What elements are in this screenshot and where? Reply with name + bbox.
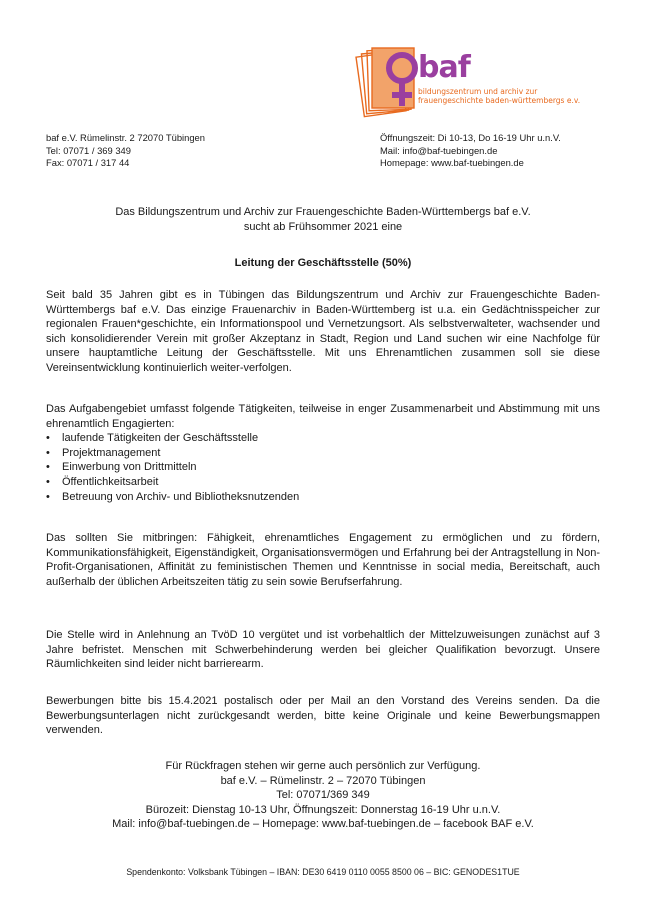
closing-block	[46, 759, 600, 832]
opening-hours-line: Öffnungszeit: Di 10-13, Do 16-19 Uhr u.n.V.	[380, 132, 561, 143]
job-title-heading: Leitung der Geschäftsstelle (50%)	[234, 257, 412, 269]
list-item: • Einwerbung von Drittmitteln	[46, 460, 600, 475]
homepage-line[interactable]: Homepage: www.baf-tuebingen.de	[380, 157, 524, 168]
list-item: • laufende Tätigkeiten der Geschäftsstelle	[46, 431, 600, 446]
contact-hours-block	[380, 132, 561, 170]
logo-tagline: bildungszentrum und archiv zur frauengeschichte baden-württembergs e.v.	[418, 87, 581, 105]
closing-phone: Tel: 07071/369 349	[276, 789, 370, 802]
paragraph-application: Bewerbungen bitte bis 15.4.2021 postalisch oder per Mail an den Vorstand des Vereins senden. Da die Bewerbungsunterlagen nicht zurückgesandt werden, bitte keine Originale und keine Bewerbungsmappen verwenden.	[46, 695, 600, 737]
closing-line: Für Rückfragen stehen wir gerne auch persönlich zur Verfügung.	[165, 760, 481, 772]
intro-line-2: sucht ab Frühsommer 2021 eine	[243, 220, 403, 233]
fax-line: Fax: 07071 / 317 44	[46, 157, 130, 168]
contact-address-block	[46, 132, 205, 170]
closing-hours: Bürozeit: Dienstag 10-13 Uhr, Öffnungszeit: Donnerstag 16-19 Uhr u.n.V.	[145, 803, 501, 816]
paragraph-pay: Die Stelle wird in Anlehnung an TvöD 10 vergütet und ist vorbehaltlich der Mittelzuweisungen zunächst auf 3 Jahre befristet. Menschen mit Schwerbehinderung werden bei gleicher Qualifikation bevorzugt. Unsere Räumlichkeiten sind leider nicht barrierearm.	[46, 629, 600, 671]
address-line: baf e.V. Rümelinstr. 2 72070 Tübingen	[46, 132, 205, 143]
tasks-list	[46, 431, 600, 504]
list-item: • Betreuung von Archiv- und Bibliotheksnutzenden	[46, 490, 600, 505]
intro-line-1: Das Bildungszentrum und Archiv zur Frauengeschichte Baden-Württembergs baf e.V.	[115, 206, 531, 218]
paragraph-requirements: Das sollten Sie mitbringen: Fähigkeit, ehrenamtliches Engagement zu ermöglichen und zu fördern, Kommunikationsfähigkeit, Eigenständigkeit, Organisationsvermögen und Erfahrung bei der Antragstellung in Non-Profit-Organisationen, Affinität zu feministischen Themen und Kenntnisse in social media, Bereitschaft, auch außerhalb der üblichen Arbeitszeiten tätig zu sein sowie Berufserfahrung.	[46, 532, 600, 588]
tasks-block	[46, 402, 600, 504]
logo-wordmark: baf	[418, 50, 470, 85]
closing-links[interactable]: Mail: info@baf-tuebingen.de – Homepage: www.baf-tuebingen.de – facebook BAF e.V.	[112, 818, 534, 831]
tasks-intro: Das Aufgabengebiet umfasst folgende Tätigkeiten, teilweise in enger Zusammenarbeit und Abstimmung mit uns ehrenamtlich Engagierten:	[46, 403, 600, 430]
closing-address: baf e.V. – Rümelinstr. 2 – 72070 Tübingen	[220, 774, 426, 787]
donation-account-footer: Spendenkonto: Volksbank Tübingen – IBAN: DE30 6419 0110 0055 8500 06 – BIC: GENODES1TUE	[126, 867, 520, 877]
intro-block	[46, 205, 600, 234]
paragraph-organisation: Seit bald 35 Jahren gibt es in Tübingen das Bildungszentrum und Archiv zur Frauengeschichte Baden-Württembergs baf e.V. Das einzige Frauenarchiv in Baden-Württemberg ist u.a. ein Gedächtnisspeicher zur regionalen Frauen*geschichte, ein Informationspool und Vernetzungsort. Als selbstverwalteter, wachsender und sich konsolidierender Verein mit großer Akzeptanz in Stadt, Region und Land suchen wir eine Nachfolge für unsere hauptamtliche Leitung der Geschäftsstelle. Mit uns Ehrenamtlichen zusammen soll sie diese Vereinsentwicklung kontinuierlich weiter-verfolgen.	[46, 289, 600, 374]
list-item: • Projektmanagement	[46, 446, 600, 461]
phone-line: Tel: 07071 / 369 349	[46, 144, 131, 156]
mail-line[interactable]: Mail: info@baf-tuebingen.de	[380, 144, 498, 156]
list-item: • Öffentlichkeitsarbeit	[46, 475, 600, 490]
